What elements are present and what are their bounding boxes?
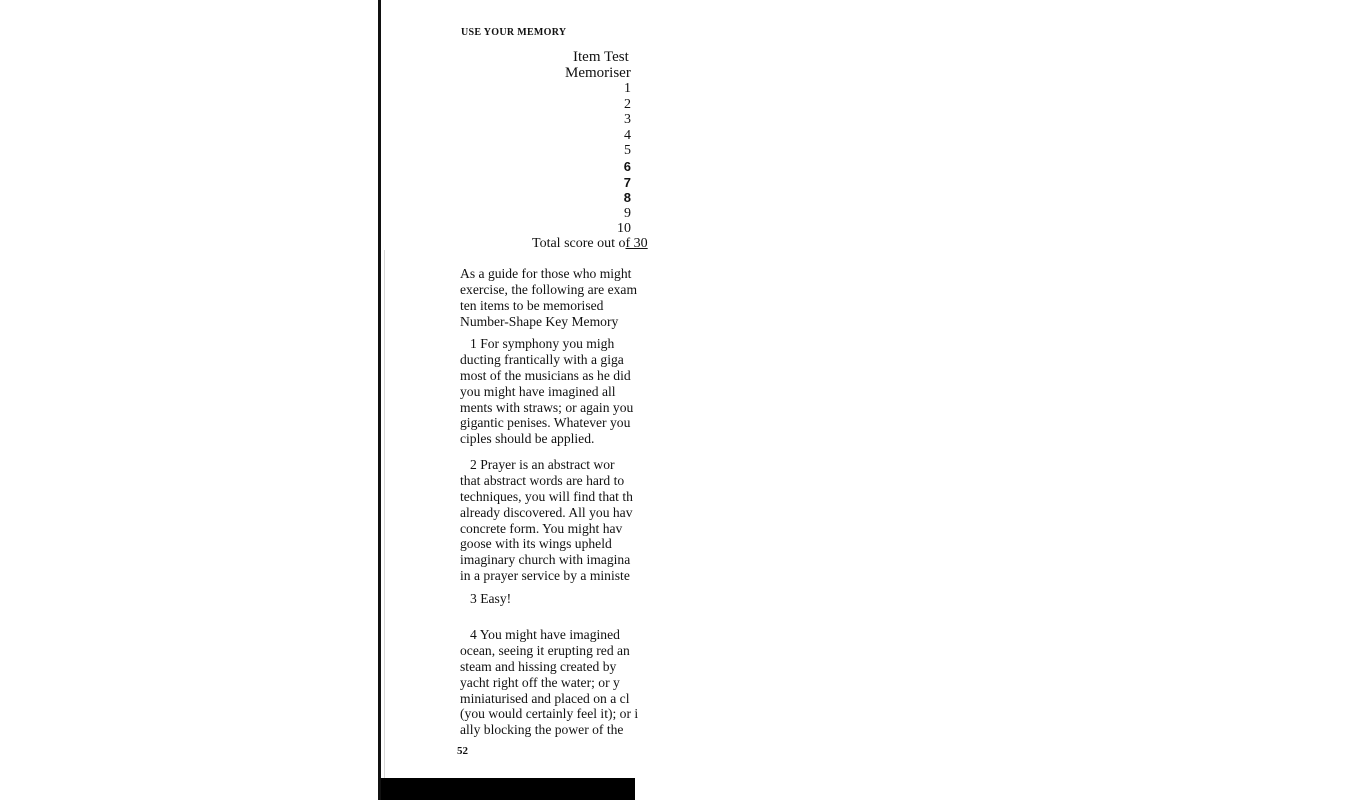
text-line: ciples should be applied. [460,431,595,447]
text-line: gigantic penises. Whatever you [460,415,631,431]
text-line: most of the musicians as he did [460,367,631,383]
item-1-paragraph [460,336,1360,447]
item-4-paragraph [460,627,1360,738]
text-line: already discovered. All you hav [460,504,633,520]
item-number: 7 [623,174,631,190]
text-line: 2 Prayer is an abstract wor [470,457,615,472]
total-score-row [532,236,648,252]
text-line: (you would certainly feel it); or i [460,706,639,722]
item-number: 6 [623,158,631,174]
page-number: 52 [457,745,468,757]
text-line: yacht right off the water; or y [460,674,620,690]
text-line: ocean, seeing it erupting red an [460,642,630,658]
item-number-column [617,81,631,237]
text-line: ments with straws; or again you [460,399,634,415]
text-line: steam and hissing created by [460,658,617,674]
text-line: concrete form. You might hav [460,520,623,536]
item-3-paragraph [460,591,1360,607]
book-page [381,0,648,800]
text-line: ally blocking the power of the [460,722,624,738]
text-line: 1 For symphony you migh [470,336,615,351]
item-number: 10 [617,221,631,237]
text-line: exercise, the following are exam [460,281,638,297]
text-line: As a guide for those who might [460,266,632,281]
scan-edge-bar [381,778,635,800]
text-line: ducting frantically with a giga [460,351,624,367]
text-line: ten items to be memorised [460,297,604,313]
item-number: 3 [624,112,631,128]
text-line: miniaturised and placed on a cl [460,690,630,706]
text-line: imaginary church with imagina [460,552,631,568]
item-number: 4 [624,127,631,143]
item-number: 2 [624,96,631,112]
table-heading-item-test: Item Test [573,49,629,65]
text-line: you might have imagined all [460,383,616,399]
total-score-label: Total score out o [532,236,626,251]
text-line: that abstract words are hard to [460,472,625,488]
item-number: 8 [623,190,631,206]
text-line: techniques, you will find that th [460,488,633,504]
item-number: 5 [624,143,631,159]
item-number: 1 [624,81,631,96]
text-line: Number-Shape Key Memory [460,313,619,329]
text-line: 4 You might have imagined [470,627,620,642]
text-line: goose with its wings upheld [460,536,612,552]
guide-paragraph [460,266,1360,330]
item-number: 9 [624,205,631,221]
text-line: in a prayer service by a ministe [460,568,630,584]
text-line: 3 Easy! [470,591,512,606]
total-score-value: f 30 [625,236,648,251]
left-page-margin [0,0,380,800]
item-2-paragraph [460,457,1360,584]
table-heading-memoriser: Memoriser [565,65,631,81]
running-head: USE YOUR MEMORY [461,27,567,38]
